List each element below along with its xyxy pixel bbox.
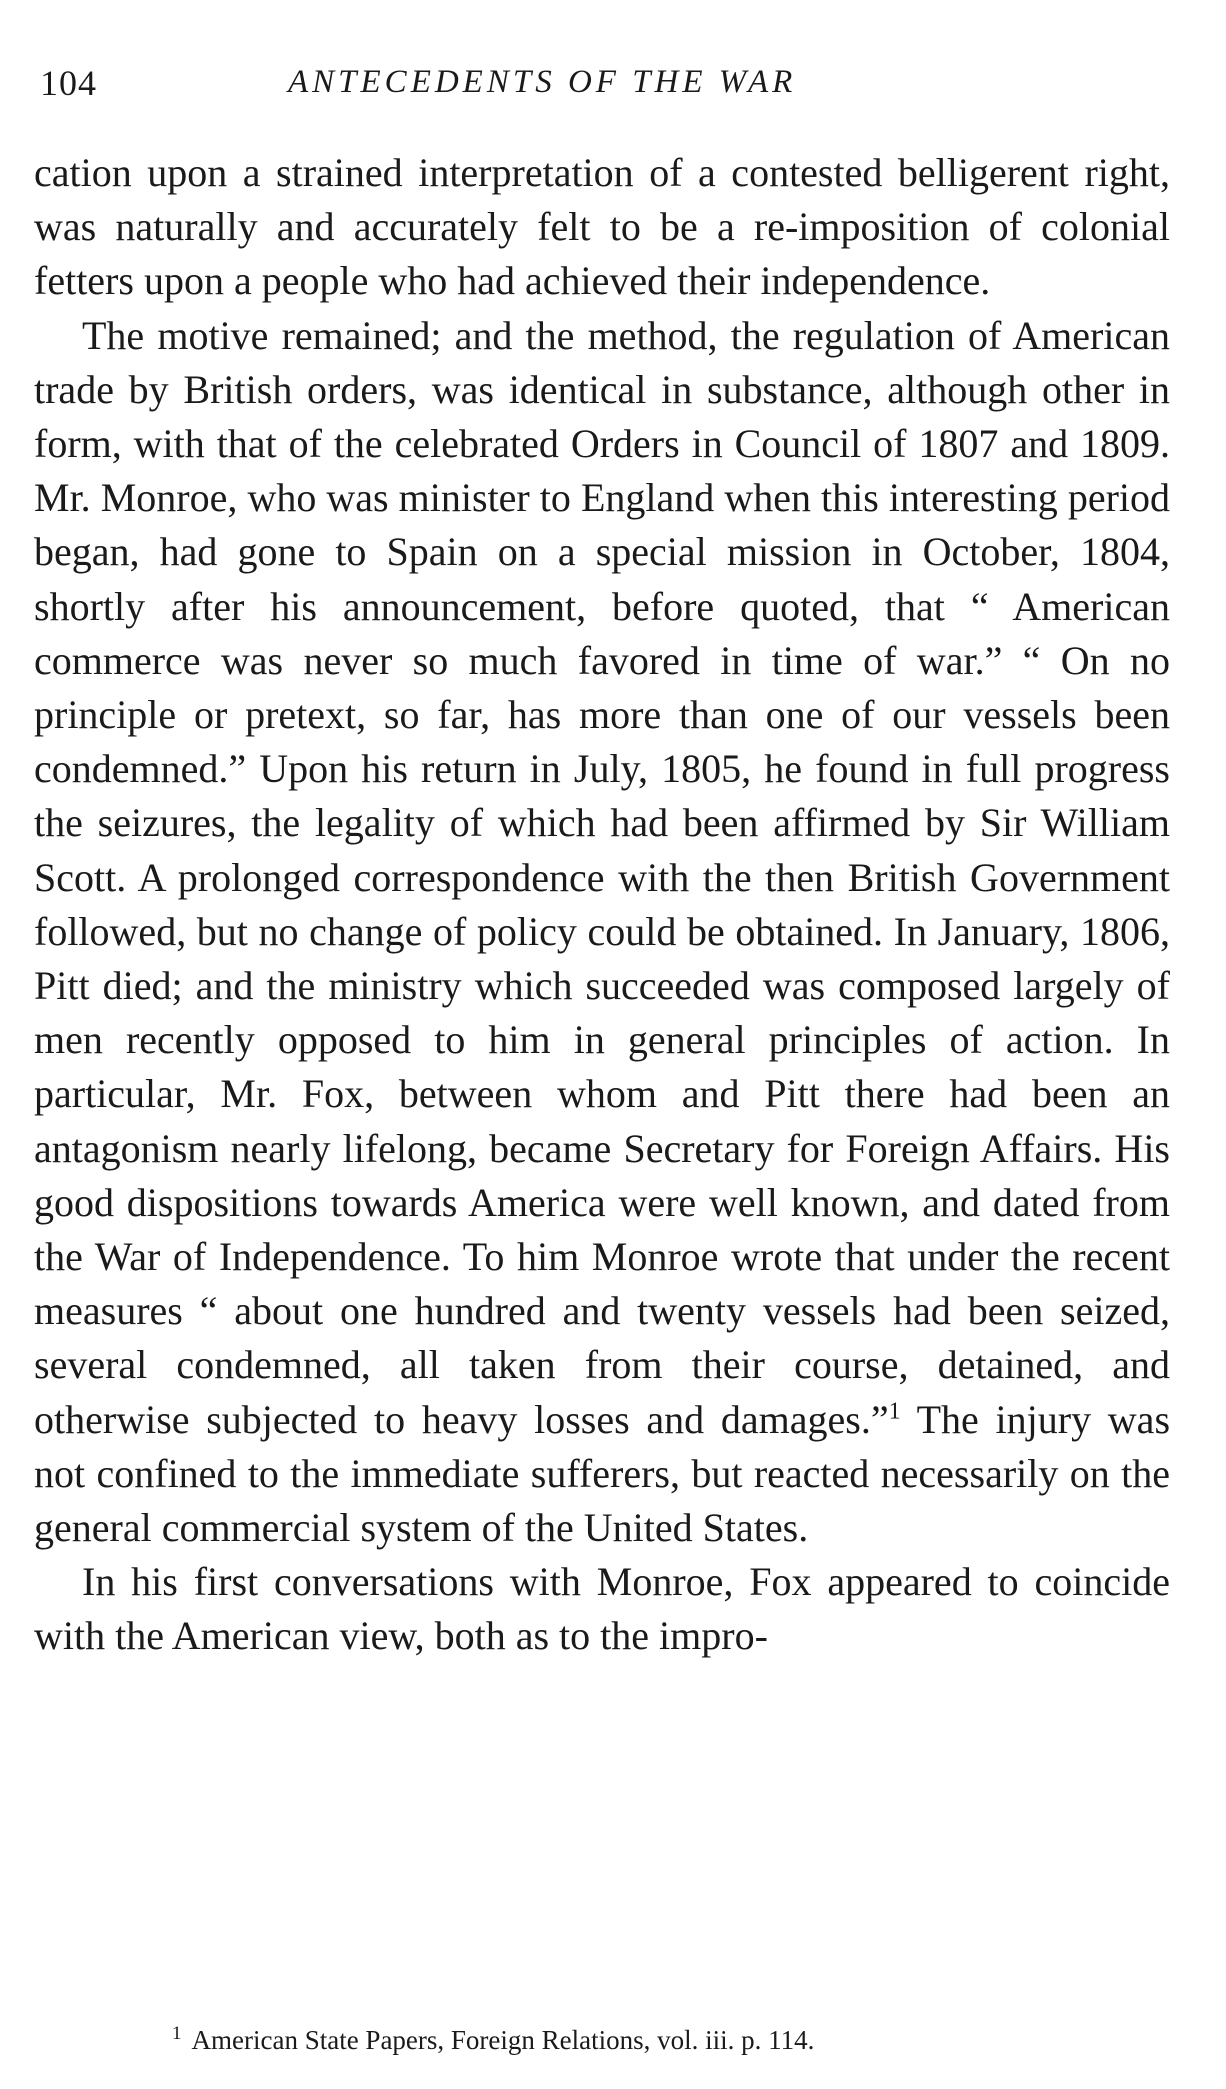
page-header <box>40 62 1170 112</box>
footnote-reference: 1 <box>888 1398 901 1425</box>
paragraph-2 <box>34 309 1170 1556</box>
paragraph-2-text-continued: The injury was not confined to the immediate sufferers, but reacted necessarily on the general commercial system of the United States. <box>34 1396 1171 1551</box>
paragraph-1: cation upon a strained interpretation of a contested belligerent right, was naturally and accurately felt to be a re-imposition of colonial fetters upon a people who had achieved their independence. <box>34 150 1170 304</box>
page-number: 104 <box>40 63 97 103</box>
footnote-number: 1 <box>172 2023 182 2044</box>
paragraph-3: In his first conversations with Monroe, Fox appeared to coincide with the American view, both as to the impro- <box>34 1559 1170 1659</box>
paragraph-2-text: The motive remained; and the method, the regulation of American trade by British orders, was identical in substance, although other in form, with that of the celebrated Orders in Council of 1807 and 1809. Mr. Monroe, who was minister to England when this interesting period began, had gone to Spain on a special mission in October, 1804, shortly after his announcement, before quoted, that “ American commerce was never so much favored in time of war.” “ On no principle or pretext, so far, has more than one of our vessels been condemned.” Upon his return in July, 1805, he found in full progress the seizures, the legality of which had been affirmed by Sir William Scott. A prolonged correspondence with the then British Government followed, but no change of policy could be obtained. In January, 1806, Pitt died; and the ministry which succeeded was composed largely of men recently opposed to him in general principles of action. In particular, Mr. Fox, between whom and Pitt there had been an antagonism nearly lifelong, became Secretary for Foreign Affairs. His good dispositions towards America were well known, and dated from the War of Independence. To him Monroe wrote that under the recent measures “ about one hundred and twenty vessels had been seized, several condemned, all taken from their course, detained, and otherwise subjected to heavy losses and damages.” <box>34 312 1170 1442</box>
running-title: ANTECEDENTS OF THE WAR <box>288 64 797 100</box>
footnote <box>172 2025 814 2056</box>
body-text <box>34 146 1170 1664</box>
footnote-text: American State Papers, Foreign Relations, vol. iii. p. 114. <box>191 2025 815 2055</box>
